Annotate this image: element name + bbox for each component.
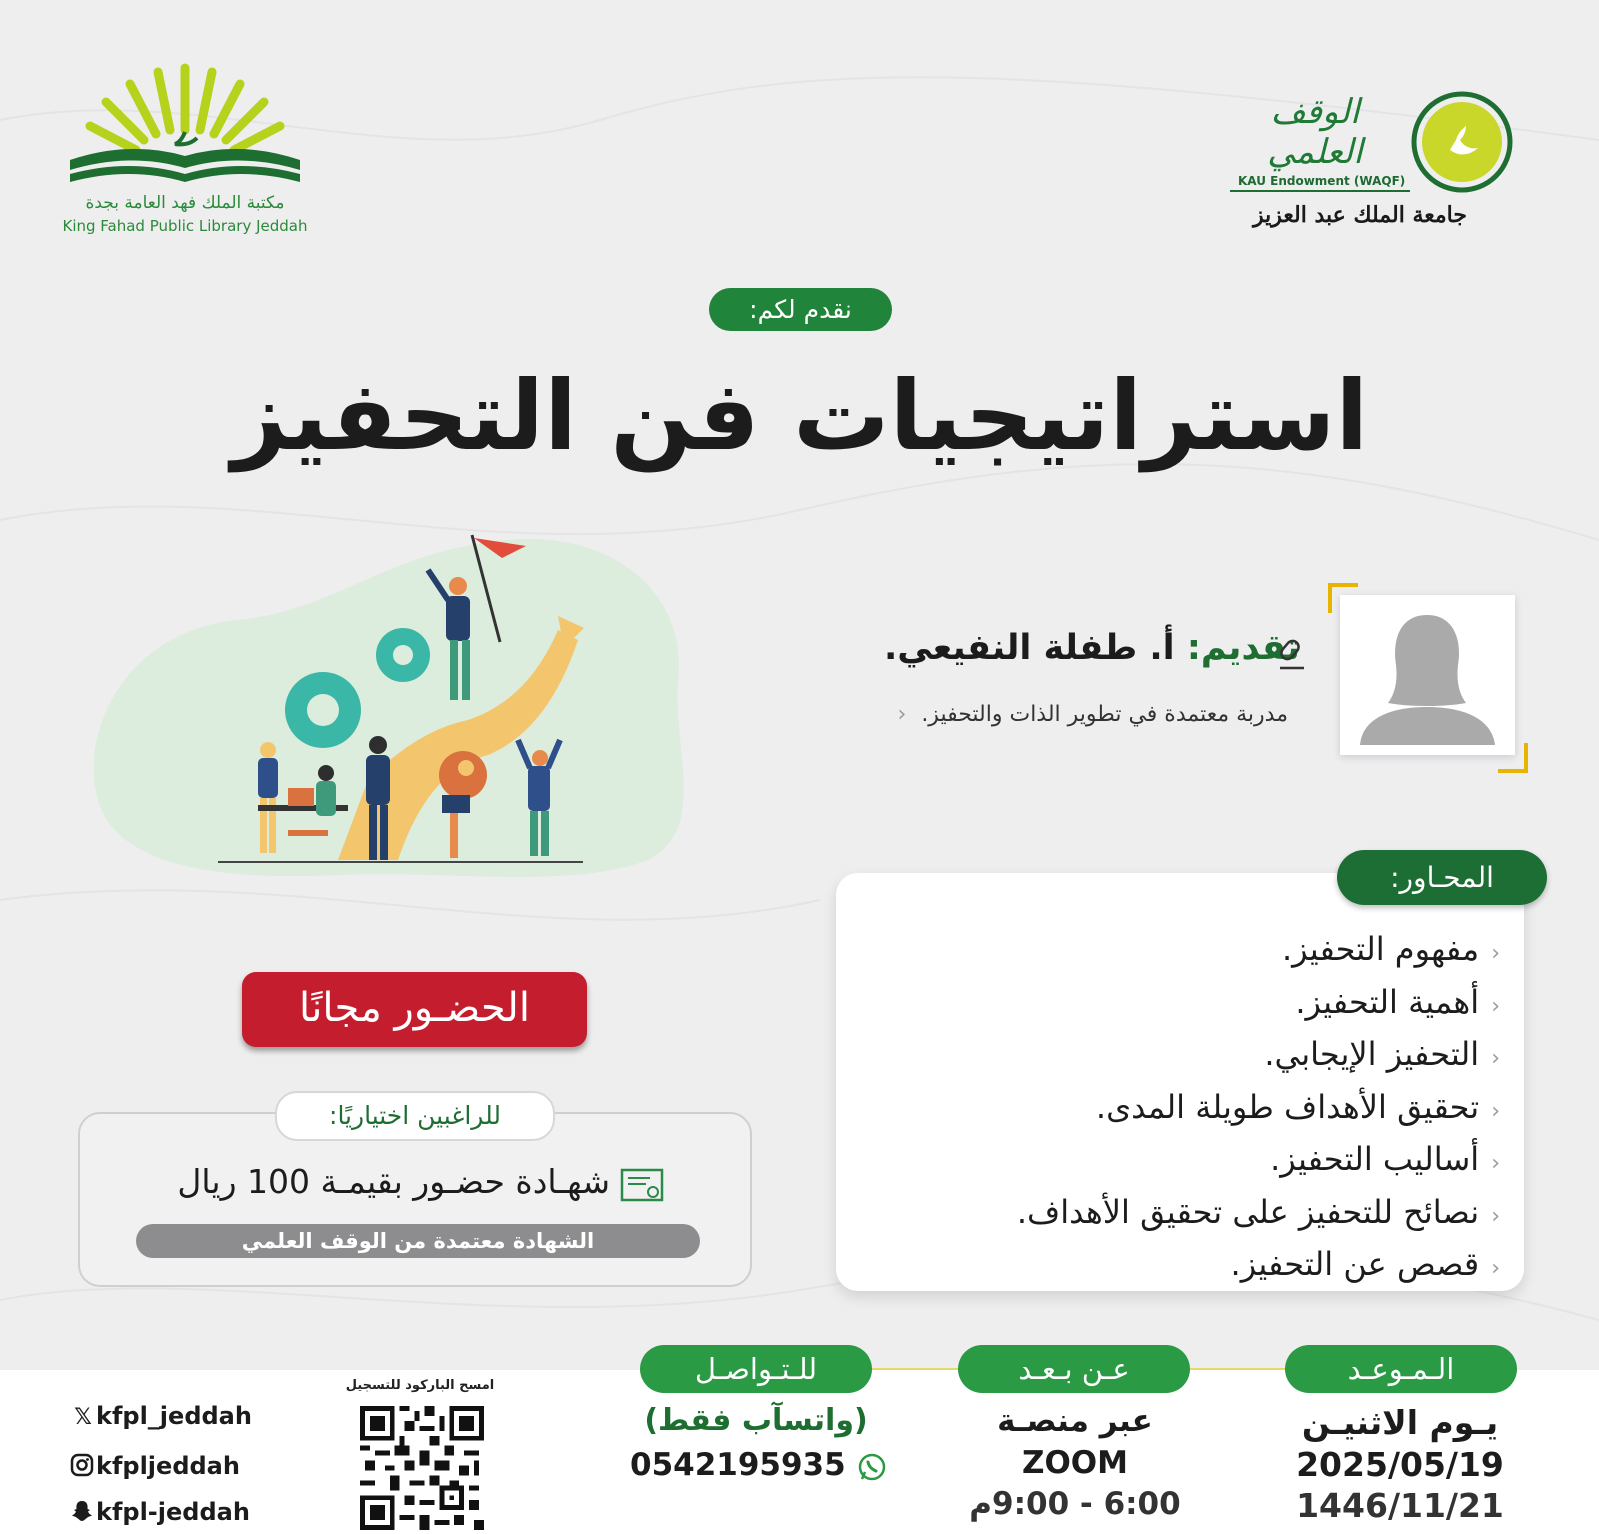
presenter-label: تقديم:: [1186, 628, 1300, 668]
waqf-english-name: KAU Endowment (WAQF): [1238, 174, 1406, 188]
present-pill: نقدم لكم:: [709, 288, 892, 331]
certificate-text: شهـادة حضـور بقيمـة 100 ريال: [177, 1162, 610, 1201]
person-silhouette-icon: [1340, 595, 1515, 755]
qr-label: امسح الباركود للتسجيل: [345, 1378, 495, 1393]
list-item: ‹نصائح للتحفيز على تحقيق الأهداف.: [1016, 1192, 1500, 1231]
page-title: استراتيجيات فن التحفيز: [231, 360, 1369, 472]
social-x-handle: kfpl_jeddah: [96, 1402, 252, 1430]
date-pill: الـمـوعـد: [1285, 1345, 1517, 1393]
chevron-left-icon: ‹: [1491, 1256, 1500, 1281]
waqf-logo: [1230, 82, 1520, 242]
certificate-icon: [620, 1168, 664, 1206]
x-icon: 𝕏: [74, 1405, 92, 1430]
presenter-line: [700, 628, 1300, 668]
certificate-accredited: الشهادة معتمدة من الوقف العلمي: [136, 1224, 700, 1258]
event-time: 6:00 - 9:00م: [969, 1486, 1181, 1522]
snapchat-icon: [70, 1499, 94, 1523]
list-item: ‹التحفيز الإيجابي.: [1264, 1035, 1500, 1073]
instagram-icon: [70, 1453, 94, 1477]
presenter-description: [700, 702, 1288, 727]
remote-pill: عـن بـعـد: [958, 1345, 1190, 1393]
waqf-arabic-title: الوقف العلمي: [1267, 92, 1363, 172]
list-item: ‹أهمية التحفيز.: [1295, 982, 1500, 1021]
avatar: [1340, 595, 1515, 755]
gregorian-date: 2025/05/19: [1296, 1445, 1504, 1484]
social-snapchat-handle: kfpl-jeddah: [96, 1498, 250, 1526]
list-item: ‹تحقيق الأهداف طويلة المدى.: [1095, 1087, 1500, 1126]
chevron-left-icon: ‹: [1491, 1098, 1500, 1124]
social-instagram-handle: kfpljeddah: [96, 1452, 240, 1480]
kfpl-logo: [60, 60, 310, 240]
connector-line: [870, 1368, 960, 1370]
platform-name: ZOOM: [1021, 1445, 1129, 1481]
hijri-date: 1446/11/21: [1296, 1486, 1504, 1525]
university-name: جامعة الملك عبد العزيز: [1253, 202, 1467, 228]
waqf-emblem-icon: [1410, 90, 1515, 195]
chevron-left-icon: ‹: [1491, 1151, 1500, 1176]
book-sun-icon: [60, 60, 310, 190]
presenter-description-text: مدربة معتمدة في تطوير الذات والتحفيز.: [921, 702, 1288, 727]
waqf-divider: [1230, 190, 1410, 192]
day-text: يـوم الاثنيـن: [1301, 1403, 1499, 1442]
chevron-left-icon: ‹: [1491, 1203, 1500, 1229]
connector-line: [1190, 1368, 1290, 1370]
platform-line: عبر منصـة: [997, 1403, 1153, 1439]
chevron-left-icon: ‹: [1491, 941, 1500, 966]
presenter-name: أ. طفلة النفيعي.: [883, 628, 1175, 668]
topics-heading: المحـاور:: [1337, 850, 1547, 905]
topics-list: [880, 923, 1500, 1291]
list-item: ‹مفهوم التحفيز.: [1281, 930, 1500, 968]
kfpl-english-name: King Fahad Public Library Jeddah: [62, 217, 308, 235]
kfpl-arabic-name: مكتبة الملك فهد العامة بجدة: [85, 193, 285, 213]
social-instagram[interactable]: [70, 1452, 240, 1480]
list-item: ‹أساليب التحفيز.: [1270, 1140, 1500, 1178]
chevron-left-icon: ‹: [897, 702, 907, 727]
phone-number[interactable]: 0542195935: [630, 1447, 846, 1483]
contact-note: (واتسآب فقط): [644, 1403, 868, 1438]
microphone-icon: [1270, 632, 1314, 676]
contact-pill: للـتـواصـل: [640, 1345, 872, 1393]
optional-label: للراغبين اختياريًا:: [275, 1091, 555, 1141]
phone-row: [630, 1447, 892, 1483]
whatsapp-icon: [857, 1452, 887, 1482]
social-x[interactable]: [70, 1402, 252, 1430]
team-success-illustration: [88, 530, 728, 890]
social-snapchat[interactable]: [70, 1498, 250, 1526]
chevron-left-icon: ‹: [1491, 1046, 1500, 1071]
free-attendance-badge: الحضـور مجانًا: [242, 972, 587, 1047]
registration-qr-code[interactable]: [360, 1406, 484, 1530]
chevron-left-icon: ‹: [1491, 993, 1500, 1019]
list-item: ‹قصص عن التحفيز.: [1230, 1245, 1500, 1283]
